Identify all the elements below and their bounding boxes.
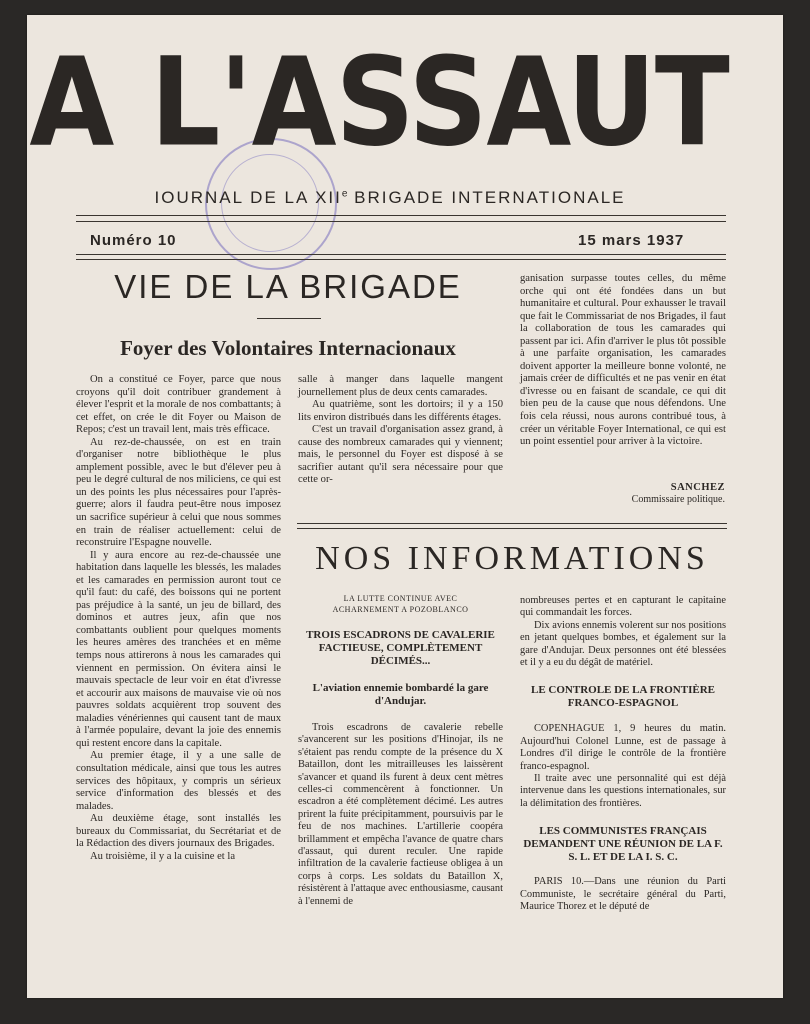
subtitle-text: IOURNAL DE LA XII	[154, 188, 342, 207]
article-headline: Foyer des Volontaires Internacionaux	[120, 336, 456, 360]
paragraph: Au deuxième étage, sont installés les bureaux du Commissariat, du Secrétariat et de la Rédaction des divers journaux des Brigades.	[76, 813, 281, 850]
section-title-informations: NOS INFORMATIONS	[315, 540, 709, 577]
paragraph: Dix avions ennemis volerent sur nos positions en jetant quelques bombes, et également sur la gare d'Andujar. Deux personnes ont été blessées et il y a eu du dégât de matériel.	[520, 619, 726, 669]
masthead-title: A L'ASSAUT	[29, 31, 729, 175]
signature	[555, 482, 725, 506]
subtitle-sup: e	[341, 188, 348, 200]
news-headline: LES COMMUNISTES FRANÇAIS DEMANDENT UNE RÉUNION DE LA F. S. L. ET DE LA I. S. C.	[523, 825, 723, 864]
masthead-subtitle	[90, 188, 690, 208]
paragraph: On a constitué ce Foyer, parce que nous croyons qu'il doit contribuer grandement à élever l'esprit et la morale de nos combattants; à cet effet, on crée le dit Foyer ou Maison de Repos; c'est un travail lent, mais très efficace.	[76, 374, 281, 436]
rule	[76, 254, 726, 255]
rule	[76, 215, 726, 216]
paragraph: salle à manger dans laquelle mangent journellement plus de deux cents camarades.	[298, 374, 503, 398]
signature-role: Commissaire politique.	[631, 494, 725, 505]
signature-name: SANCHEZ	[670, 482, 725, 493]
rule	[297, 528, 727, 529]
article-column-3	[520, 273, 726, 449]
news-kicker: LA LUTTE CONTINUE AVEC ACHARNEMENT A POZOBLANCO	[332, 594, 469, 614]
rule	[297, 523, 727, 524]
paragraph: Trois escadrons de cavalerie rebelle s'avancerent sur les positions d'Hinojar, ils ne s'étaient pas rendu compte de la présence du X Bataillon, dont les mitrailleuses les laissèrent s'avancer et quand ils furent à deux cent mètres celles-ci commencèrent à fonctionner. Un escadron a été complètement décimé. Les autres prirent la fuite précipitamment, poursuivis par le feu de nos machines. L'artillerie coopéra brillamment et empêcha l'avance de quatre chars d'assaut, qui durent reculer. Une rapide infiltration de la cavalerie factieuse obligea à un corps à corps. Les soldats du Bataillon X, résistèrent à l'attaque avec enthousiasme, causant à l'ennemi de	[298, 722, 503, 907]
paragraph: ganisation surpasse toutes celles, du même orche qui ont été fondées dans un but humanitaire et cultural. Pour exhausser le travail que fait le Commissariat de nos Brigades, il faut la collaboration de tous les camarades qui passent par ici. Afin d'arriver le plus tôt possible à une parfaite organisation, les camarades doivent apporter la meilleure bonne volonté, ne jamais créer de difficultés et ne pas venir en état d'ivresse ou en faisant de scandale, ce qui dit bien peu de la cause que nous défendons. Une fois cela réussi, nous aurons contribué tous, à créer un véritable Foyer International, ce qui est un point essentiel pour arriver à la victoire.	[520, 273, 726, 448]
article-column-2	[298, 374, 503, 487]
news-column-right	[520, 595, 726, 914]
paragraph: Au troisième, il y a la cuisine et la	[90, 850, 236, 862]
section-title: VIE DE LA BRIGADE	[114, 268, 462, 305]
news-subheadline: L'aviation ennemie bombardé la gare d'Andujar.	[312, 682, 489, 707]
paragraph: Au rez-de-chaussée, on est en train d'organiser notre bibliothèque le plus amplement possible, avec le but d'élever peu à peu le degré cultural de nos miliciens, ce qui est un des points les plus nécessaires pour l'après-guerre; alors il faudra peut-être nous imposez un sacrifice supérieur à celui que nous sommes en train de réaliser actuellement: celui de reconstruire l'Espagne nouvelle.	[76, 436, 281, 549]
news-headline: LE CONTROLE DE LA FRONTIÈRE FRANCO-ESPAGNOL	[531, 684, 715, 710]
paragraph: Au premier étage, il y a une salle de consultation médicale, ainsi que tous les autres services des hôpitaux, y compris un sérieux service d'information des blessés et des malades.	[76, 750, 281, 812]
rule	[76, 259, 726, 260]
paragraph: Il traite avec une personnalité qui est déjà intervenue dans les questions internationales, sur la délimitation des frontières.	[520, 773, 726, 809]
paragraph: Il y aura encore au rez-de-chaussée une habitation dans laquelle les blessés, les malades et les camarades en permission auront tout ce qu'il faut: du café, des boissons qui ne portent pas préjudice à la santé, un jeu de billard, des dominos et autres jeux, afin que nos combattants oublient pour quelques moments les heures amères des tranchées et en même temps nous attirerons à nous les camarades qui viennent en permission. On évitera ainsi le mauvais spectacle de leur voir en état d'ivresse et accourir aux maisons de mauvaise vie où nos pauvres soldats acquièrent trop souvent des maladies vénériennes qui causent tant de maux à l'armée populaire, devant la joie des ennemis qui restent encore dans la capitale.	[76, 549, 281, 749]
paragraph: nombreuses pertes et en capturant le capitaine qui commandait les forces.	[520, 595, 726, 619]
subtitle-end: BRIGADE INTERNATIONALE	[347, 188, 626, 207]
paragraph: COPENHAGUE 1, 9 heures du matin. Aujourd'hui Colonel Lunne, est de passage à Londres d'il dirige le contrôle de la frontière franco-espagnol.	[520, 723, 726, 772]
paragraph: PARIS 10.—Dans une réunion du Parti Communiste, le secrétaire général du Parti, Maurice Thorez et le député de	[520, 876, 726, 913]
article-column-1	[76, 374, 281, 863]
divider	[257, 318, 321, 319]
paragraph: Au quatrième, sont les dortoirs; il y a 150 lits environ distribués dans les différents étages.	[298, 399, 503, 423]
news-headline: TROIS ESCADRONS DE CAVALERIE FACTIEUSE, COMPLÈTEMENT DÉCIMÉS...	[306, 629, 495, 667]
issue-date: 15 mars 1937	[578, 232, 685, 249]
rule	[76, 221, 726, 222]
paragraph: C'est un travail d'organisation assez grand, à cause des nombreux camarades qui y viennent; mais, le personnel du Foyer est disposé à se sacrifier autant qu'il sera nécessaire pour que cette or-	[298, 424, 503, 486]
issue-number: Numéro 10	[90, 232, 177, 249]
news-column-left	[298, 593, 503, 908]
